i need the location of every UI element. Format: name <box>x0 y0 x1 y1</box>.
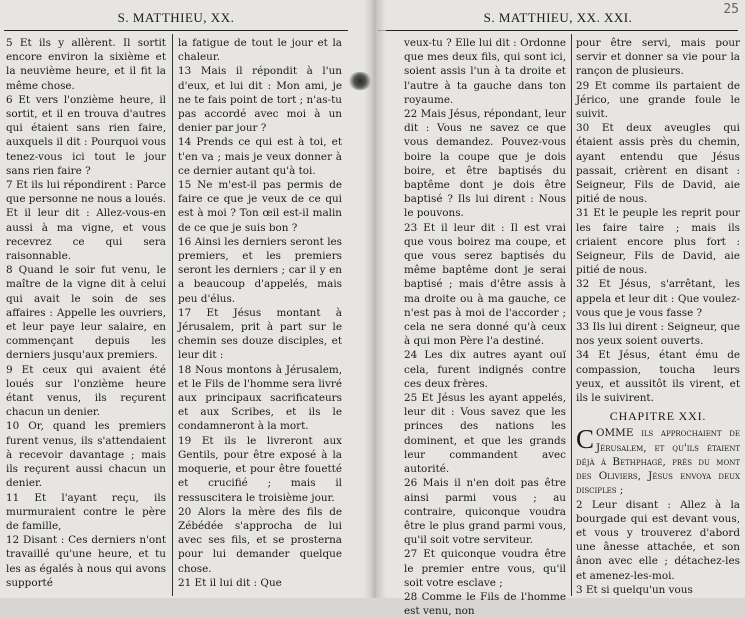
book-gutter <box>364 0 386 598</box>
verse: 10 Or, quand les premiers furent venus, ils s'attendaient à recevoir davantage ; mais ils reçurent aussi chacun un denier. <box>6 420 166 490</box>
verse: 17 Et Jésus montant à Jérusalem, prit à part sur le chemin ses douze disciples, et leur dit : <box>178 306 342 362</box>
verse: 29 Et comme ils partaient de Jérico, une grande foule le suivit. <box>576 79 740 121</box>
verse: 9 Et ceux qui avaient été loués sur l'onzième heure étant venus, ils reçurent chacun un denier. <box>6 363 166 419</box>
verse: 6 Et vers l'onzième heure, il sortit, et il en trouva d'autres qui étaient sans rien faire, auxquels il dit : Pourquoi vous tenez-vous ici tout le jour sans rien faire ? <box>6 93 166 177</box>
verse: 22 Mais Jésus, répondant, leur dit : Vous ne savez ce que vous demandez. Pouvez-vous boire la coupe que je dois boire, et être baptisés du baptême dont je dois être baptisé ? Ils lui dirent : Nous le pouvons. <box>404 108 566 220</box>
left-page <box>0 0 372 598</box>
verse: 28 Comme le Fils de l'homme est venu, non <box>404 590 566 618</box>
verse: 33 Ils lui dirent : Seigneur, que nos yeux soient ouverts. <box>576 321 740 348</box>
verse: 32 Et Jésus, s'arrêtant, les appela et leur dit : Que voulez-vous que je vous fasse ? <box>576 278 740 319</box>
verse: 27 Et quiconque voudra être le premier entre vous, qu'il soit votre esclave ; <box>404 548 566 589</box>
right-column-2 <box>576 36 740 596</box>
verse: 24 Les dix autres ayant ouï cela, furent indignés contre ces deux frères. <box>404 349 566 390</box>
chapter-opening-verse <box>576 426 740 497</box>
verse: 21 Et il lui dit : Que <box>178 576 282 589</box>
verse: 25 Et Jésus les ayant appelés, leur dit : Vous savez que les princes des nations les dominent, et que les grands leur commandent avec autorité. <box>404 392 566 476</box>
verse: 20 Alors la mère des fils de Zébédée s'approcha de lui avec ses fils, et se prosterna pour lui demander quelque chose. <box>178 505 342 575</box>
verse: 8 Quand le soir fut venu, le maître de la vigne dit à celui qui avait le soin de ses affaires : Appelle les ouvriers, et leur paye leur salaire, en commençant depuis les derniers jusqu'aux premiers. <box>6 264 166 362</box>
verse: pour être servi, mais pour servir et donner sa vie pour la rançon de plusieurs. <box>576 37 740 78</box>
verse: 2 Leur disant : Allez à la bourgade qui est devant vous, et vous y trouverez d'abord une ânesse attachée, et son ânon avec elle ; détachez-les et amenez-les-moi. <box>576 498 740 582</box>
verse: 30 Et deux aveugles qui étaient assis près du chemin, ayant entendu que Jésus passait, crièrent en disant : Seigneur, Fils de David, aie pitié de nous. <box>576 122 740 206</box>
verse: 15 Ne m'est-il pas permis de faire ce que je veux de ce qui est à moi ? Ton œil est-il malin de ce que je suis bon ? <box>178 179 342 234</box>
chapter-opening-text: OMME ils approchaient de Jérusalem, et qu'ils étaient déjà à Bethphagé, près du mont des Oliviers, Jésus envoya deux disciples ; <box>576 427 740 497</box>
chapter-heading: CHAPITRE XXI. <box>609 409 707 424</box>
left-running-head: S. MATTHIEU, XX. <box>4 10 348 31</box>
verse: 14 Prends ce qui est à toi, et t'en va ; mais je veux donner à ce dernier autant qu'à toi. <box>178 136 342 177</box>
right-running-head: S. MATTHIEU, XX. XXI. <box>378 10 738 31</box>
column-divider <box>172 34 173 596</box>
verse: 31 Et le peuple les reprit pour les faire taire ; mais ils criaient encore plus fort : Seigneur, Fils de David, aie pitié de nous. <box>576 207 740 277</box>
column-divider <box>571 34 572 596</box>
verse: 19 Et ils le livreront aux Gentils, pour être exposé à la moquerie, et pour être fouetté et crucifié ; mais il ressuscitera le troisième jour. <box>178 434 342 504</box>
right-page <box>374 0 745 618</box>
verse: 16 Ainsi les derniers seront les premiers, et les premiers seront les derniers ; car il y en a beaucoup d'appelés, mais peu d'élus. <box>178 235 342 305</box>
verse: 5 Et ils y allèrent. Il sortit encore environ la sixième et la neuvième heure, et il fit la même chose. <box>6 37 166 92</box>
verse: veux-tu ? Elle lui dit : Ordonne que mes deux fils, qui sont ici, soient assis l'un à ta droite et l'autre à ta gauche dans ton royaume. <box>404 37 566 106</box>
verse: la fatigue de tout le jour et la chaleur. <box>178 37 342 64</box>
verse: 3 Et si quelqu'un vous <box>576 583 693 596</box>
left-column-2 <box>178 36 342 596</box>
verse: 23 Et il leur dit : Il est vrai que vous boirez ma coupe, et que vous serez baptisés du même baptême dont je serai baptisé ; mais d'être assis à ma droite ou à ma gauche, ce n'est pas à moi de l'accorder ; cela ne sera donné qu'à ceux à qui mon Père l'a destiné. <box>404 221 566 348</box>
page-number: 25 <box>723 2 739 17</box>
verse: 7 Et ils lui répondirent : Parce que personne ne nous a loués. Et il leur dit : Allez-vous-en aussi à ma vigne, et vous recevrez ce qui sera raisonnable. <box>6 179 166 263</box>
ink-blot <box>348 72 372 90</box>
verse: 11 Et l'ayant reçu, ils murmuraient contre le père de famille, <box>6 491 166 532</box>
verse: 26 Mais il n'en doit pas être ainsi parmi vous ; au contraire, quiconque voudra être le plus grand parmi vous, qu'il soit votre serviteur. <box>404 477 566 547</box>
verse: 34 Et Jésus, étant ému de compassion, toucha leurs yeux, et aussitôt ils virent, et ils le suivirent. <box>576 349 740 405</box>
verse: 12 Disant : Ces derniers n'ont travaillé qu'une heure, et tu les as égalés à nous qui avons supporté <box>6 534 166 589</box>
drop-cap: C <box>576 424 595 455</box>
right-column-1 <box>404 36 566 618</box>
left-column-1 <box>6 36 166 596</box>
verse: 13 Mais il répondit à l'un d'eux, et lui dit : Mon ami, je ne te fais point de tort ; n'as-tu pas accordé avec moi à un denier par jour ? <box>178 65 342 135</box>
verse: 18 Nous montons à Jérusalem, et le Fils de l'homme sera livré aux principaux sacrificateurs et aux Scribes, et ils le condamneront à la mort. <box>178 363 342 433</box>
